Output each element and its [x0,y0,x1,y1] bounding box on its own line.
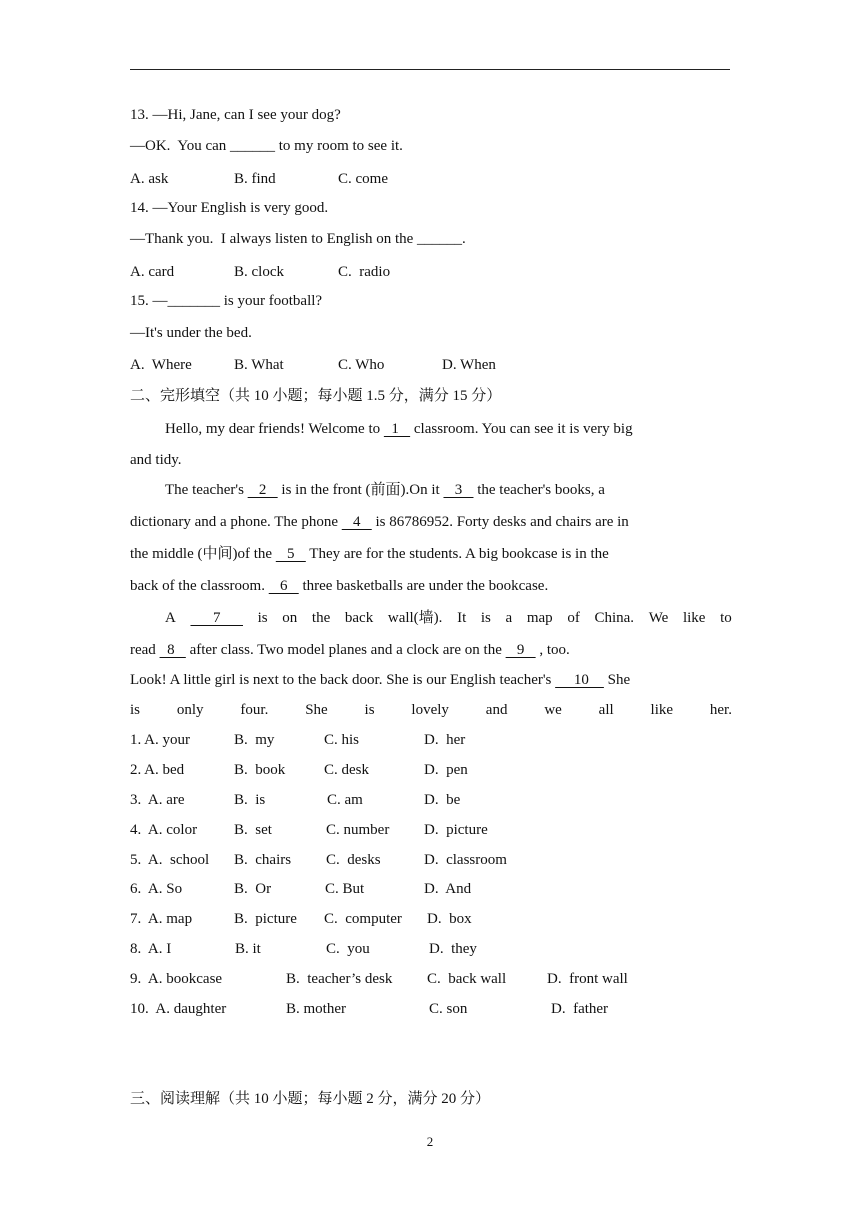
cloze-option-4-d: D. picture [424,822,488,838]
cloze-option-3-d: D. be [424,792,461,808]
cloze-option-5-d: D. classroom [424,852,507,868]
blank-1: 1 [383,421,411,437]
cloze-option-1-a: 1. A. your [130,732,190,748]
option-14-b: B. clock [234,264,284,280]
cloze-option-7-d: D. box [427,911,472,927]
question-14: 14. —Your English is very good. [130,200,329,216]
section-2-heading: 二、完形填空（共 10 小题；每小题 1.5 分，满分 15 分） [130,388,502,404]
cloze-option-4-b: B. set [234,822,272,838]
question-15-reply: —It's under the bed. [130,325,252,341]
cloze-option-8-d: D. they [429,941,477,957]
header-rule [130,69,730,70]
cloze-option-3-c: C. am [327,792,363,808]
option-15-d: D. When [442,357,496,373]
cloze-option-6-d: D. And [424,881,472,897]
cloze-p1-line1: Hello, my dear friends! Welcome to 1 classroom. You can see it is very big [165,421,633,437]
blank-5: 5 [275,546,306,562]
cloze-option-10-a: 10. A. daughter [130,1001,227,1017]
cloze-option-3-a: 3. A. are [130,792,185,808]
blank-4: 4 [341,514,372,530]
cloze-option-8-b: B. it [235,941,261,957]
cloze-p1-line2: and tidy. [130,452,182,468]
blank-3: 3 [443,482,474,498]
cloze-p2-line4: back of the classroom. 6 three basketballs are under the bookcase. [130,578,549,594]
option-15-c: C. Who [338,357,385,373]
cloze-option-9-b: B. teacher’s desk [286,971,393,987]
cloze-option-7-a: 7. A. map [130,911,193,927]
blank-7: 7 [190,610,243,626]
cloze-option-7-c: C. computer [324,911,402,927]
cloze-option-10-d: D. father [551,1001,609,1017]
cloze-option-6-b: B. Or [234,881,272,897]
cloze-p4-line2: is only four. She is lovely and we all like her. [130,702,732,718]
section-3-heading: 三、阅读理解（共 10 小题；每小题 2 分，满分 20 分） [130,1091,491,1107]
option-15-b: B. What [234,357,284,373]
question-13: 13. —Hi, Jane, can I see your dog? [130,107,341,123]
cloze-option-9-a: 9. A. bookcase [130,971,223,987]
blank-2: 2 [247,482,278,498]
cloze-option-10-b: B. mother [286,1001,346,1017]
cloze-option-1-c: C. his [324,732,360,748]
cloze-option-5-a: 5. A. school [130,852,210,868]
question-15: 15. —_______ is your football? [130,293,323,309]
option-14-c: C. radio [338,264,391,280]
cloze-option-10-c: C. son [429,1001,468,1017]
cloze-option-5-b: B. chairs [234,852,292,868]
blank-8: 8 [159,642,186,658]
cloze-option-9-d: D. front wall [547,971,628,987]
option-13-a: A. ask [130,171,169,187]
cloze-option-8-a: 8. A. I [130,941,172,957]
cloze-option-4-a: 4. A. color [130,822,198,838]
cloze-p4-line1: Look! A little girl is next to the back door. She is our English teacher's 10 She [130,672,631,688]
cloze-option-6-a: 6. A. So [130,881,183,897]
cloze-option-5-c: C. desks [326,852,381,868]
cloze-option-2-b: B. book [234,762,286,778]
cloze-p3-line1: A 7 is on the back wall(墙). It is a map of China. We like to [165,610,732,626]
blank-9: 9 [505,642,536,658]
option-13-c: C. come [338,171,388,187]
blank-6: 6 [268,578,299,594]
cloze-option-2-c: C. desk [324,762,369,778]
option-15-a: A. Where [130,357,192,373]
cloze-option-4-c: C. number [326,822,390,838]
cloze-p2-line2: dictionary and a phone. The phone 4 is 86786952. Forty desks and chairs are in [130,514,629,530]
cloze-option-6-c: C. But [325,881,365,897]
page-number: 2 [426,1134,434,1149]
blank-10: 10 [555,672,604,688]
cloze-option-8-c: C. you [326,941,370,957]
cloze-p2-line1: The teacher's 2 is in the front (前面).On it 3 the teacher's books, a [165,482,605,498]
cloze-option-9-c: C. back wall [427,971,507,987]
cloze-option-2-d: D. pen [424,762,468,778]
cloze-p2-line3: the middle (中间)of the 5 They are for the students. A big bookcase is in the [130,546,609,562]
option-14-a: A. card [130,264,175,280]
cloze-option-2-a: 2. A. bed [130,762,185,778]
option-13-b: B. find [234,171,276,187]
cloze-p3-line2: read 8 after class. Two model planes and a clock are on the 9 , too. [130,642,570,658]
cloze-option-1-b: B. my [234,732,275,748]
cloze-option-7-b: B. picture [234,911,297,927]
question-13-reply: —OK. You can ______ to my room to see it. [130,138,403,154]
cloze-option-3-b: B. is [234,792,266,808]
question-14-reply: —Thank you. I always listen to English on the ______. [130,231,466,247]
cloze-option-1-d: D. her [424,732,466,748]
